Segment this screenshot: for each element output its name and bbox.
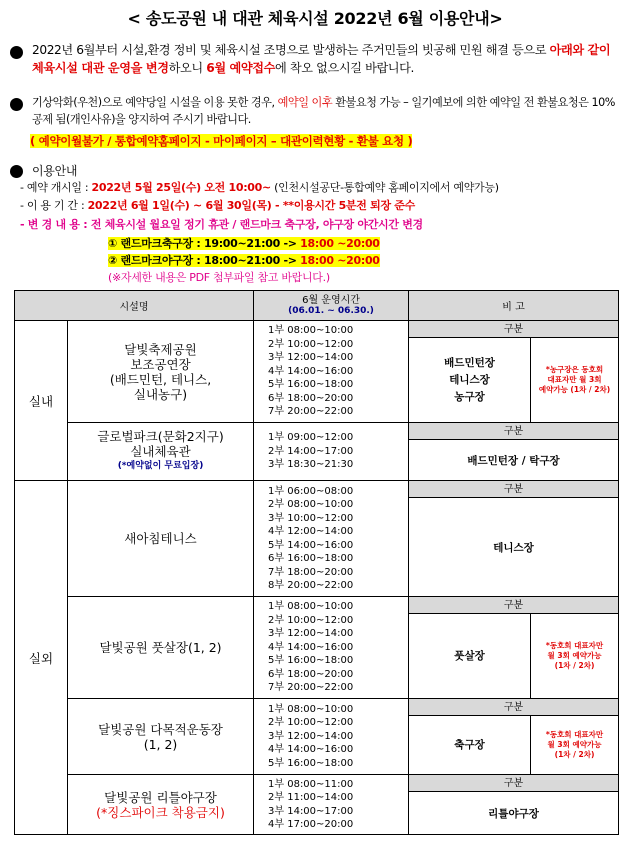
remark-cell: 구분 배드민턴장 테니스장 농구장 *농구장은 동호회 대표자만 월 3회 예약가능 (1차 / 2차) [409, 321, 619, 423]
table-row [15, 423, 619, 481]
facility-table [14, 290, 619, 835]
facility-name: 새아침테니스 [68, 481, 254, 597]
category-outdoor: 실외 [15, 481, 68, 835]
schedule-list: 1부 08:00~11:00 2부 11:00~14:00 3부 14:00~17:00 4부 17:00~20:00 [254, 775, 409, 835]
facility-name: 달빛공원 다목적운동장 (1, 2) [68, 699, 254, 775]
schedule-list: 1부 09:00~12:00 2부 14:00~17:00 3부 18:30~21:30 [254, 423, 409, 481]
info-heading: 이용안내 [32, 164, 78, 178]
remark-cell: 구분 배드민턴장 / 탁구장 [409, 423, 619, 481]
remark-cell: 구분 테니스장 [409, 481, 619, 597]
use-period: - 이 용 기 간 : 2022년 6월 1일(수) ~ 6월 30일(목) - **이용시간 5분전 퇴장 준수 [20, 199, 415, 212]
bullet-icon [10, 46, 23, 59]
reservation-note: *동호회 대표자만 월 3회 예약가능 (1차 / 2차) [530, 716, 618, 774]
facility-name: 글로벌파크(문화2지구) 실내체육관 (*예약없이 무료입장) [68, 423, 254, 481]
remark-cell: 구분 리틀야구장 [409, 775, 619, 835]
table-row [15, 775, 619, 835]
reservation-note: *동호회 대표자만 월 3회 예약가능 (1차 / 2차) [530, 614, 618, 698]
notice-1: 2022년 6월부터 시설,환경 정비 및 체육시설 조명으로 발생하는 주거민들의 빗공해 민원 해결 등으로 아래와 같이 체육시설 대관 운영을 변경하오니 6월 예약접수에 착오 없으시길 바랍니다. [32, 43, 611, 75]
table-row [15, 597, 619, 699]
schedule-list: 1부 08:00~10:00 2부 10:00~12:00 3부 12:00~14:00 4부 14:00~16:00 5부 16:00~18:00 [254, 699, 409, 775]
header-remark: 비 고 [409, 291, 619, 321]
refund-path: ( 예약이월불가 / 통합예약홈페이지 - 마이페이지 – 대관이력현황 - 환불 요청 ) [30, 134, 413, 148]
table-header [15, 291, 619, 321]
open-date: - 예약 개시일 : 2022년 5월 25일(수) 오전 10:00~ (인천시설공단-통합예약 홈페이지에서 예약가능) [20, 181, 499, 194]
remark-cell: 구분 축구장 *동호회 대표자만 월 3회 예약가능 (1차 / 2차) [409, 699, 619, 775]
notice-2: 기상악화(우천)으로 예약당일 시설을 이용 못한 경우, 예약일 이후 환불요청 가능 – 일기예보에 의한 예약일 전 환불요청은 10% 공제 됨(개인사유)을 양지하여 주시기 바랍니다. [32, 96, 615, 126]
remark-cell: 구분 풋살장 *동호회 대표자만 월 3회 예약가능 (1차 / 2차) [409, 597, 619, 699]
facility-name: 달빛공원 풋살장(1, 2) [68, 597, 254, 699]
category-indoor: 실내 [15, 321, 68, 481]
bullet-icon [10, 165, 23, 178]
change-soccer: ① 랜드마크축구장 : 19:00~21:00 -> 18:00 ~20:00 [108, 237, 380, 250]
change-baseball: ② 랜드마크야구장 : 18:00~21:00 -> 18:00 ~20:00 [108, 254, 380, 267]
facility-types: 배드민턴장 테니스장 농구장 [444, 356, 495, 403]
facility-name: 달빛공원 리틀야구장 (*징스파이크 착용금지) [68, 775, 254, 835]
table-row [15, 321, 619, 423]
pdf-note: (※자세한 내용은 PDF 첨부파일 참고 바랍니다.) [108, 271, 330, 284]
header-facility: 시설명 [15, 291, 254, 321]
table-row [15, 699, 619, 775]
header-schedule: 6월 운영시간 (06.01. ~ 06.30.) [254, 291, 409, 321]
page-title: < 송도공원 내 대관 체육시설 2022년 6월 이용안내> [127, 9, 503, 28]
facility-name: 달빛축제공원 보조공연장 (배드민턴, 테니스, 실내농구) [68, 321, 254, 423]
bullet-icon [10, 98, 23, 111]
reservation-note: *농구장은 동호회 대표자만 월 3회 예약가능 (1차 / 2차) [530, 338, 618, 422]
table-row [15, 481, 619, 597]
change-content: - 변 경 내 용 : 전 체육시설 월요일 정기 휴관 / 랜드마크 축구장, 야구장 야간시간 변경 [20, 218, 423, 231]
schedule-list: 1부 06:00~08:00 2부 08:00~10:00 3부 10:00~12:00 4부 12:00~14:00 5부 14:00~16:00 6부 16:00~18:00 7부 18:00~20:00 8부 20:00~22:00 [254, 481, 409, 597]
schedule-list: 1부 08:00~10:00 2부 10:00~12:00 3부 12:00~14:00 4부 14:00~16:00 5부 16:00~18:00 6부 18:00~20:00 7부 20:00~22:00 [254, 597, 409, 699]
schedule-list: 1부 08:00~10:00 2부 10:00~12:00 3부 12:00~14:00 4부 14:00~16:00 5부 16:00~18:00 6부 18:00~20:00 7부 20:00~22:00 [254, 321, 409, 423]
